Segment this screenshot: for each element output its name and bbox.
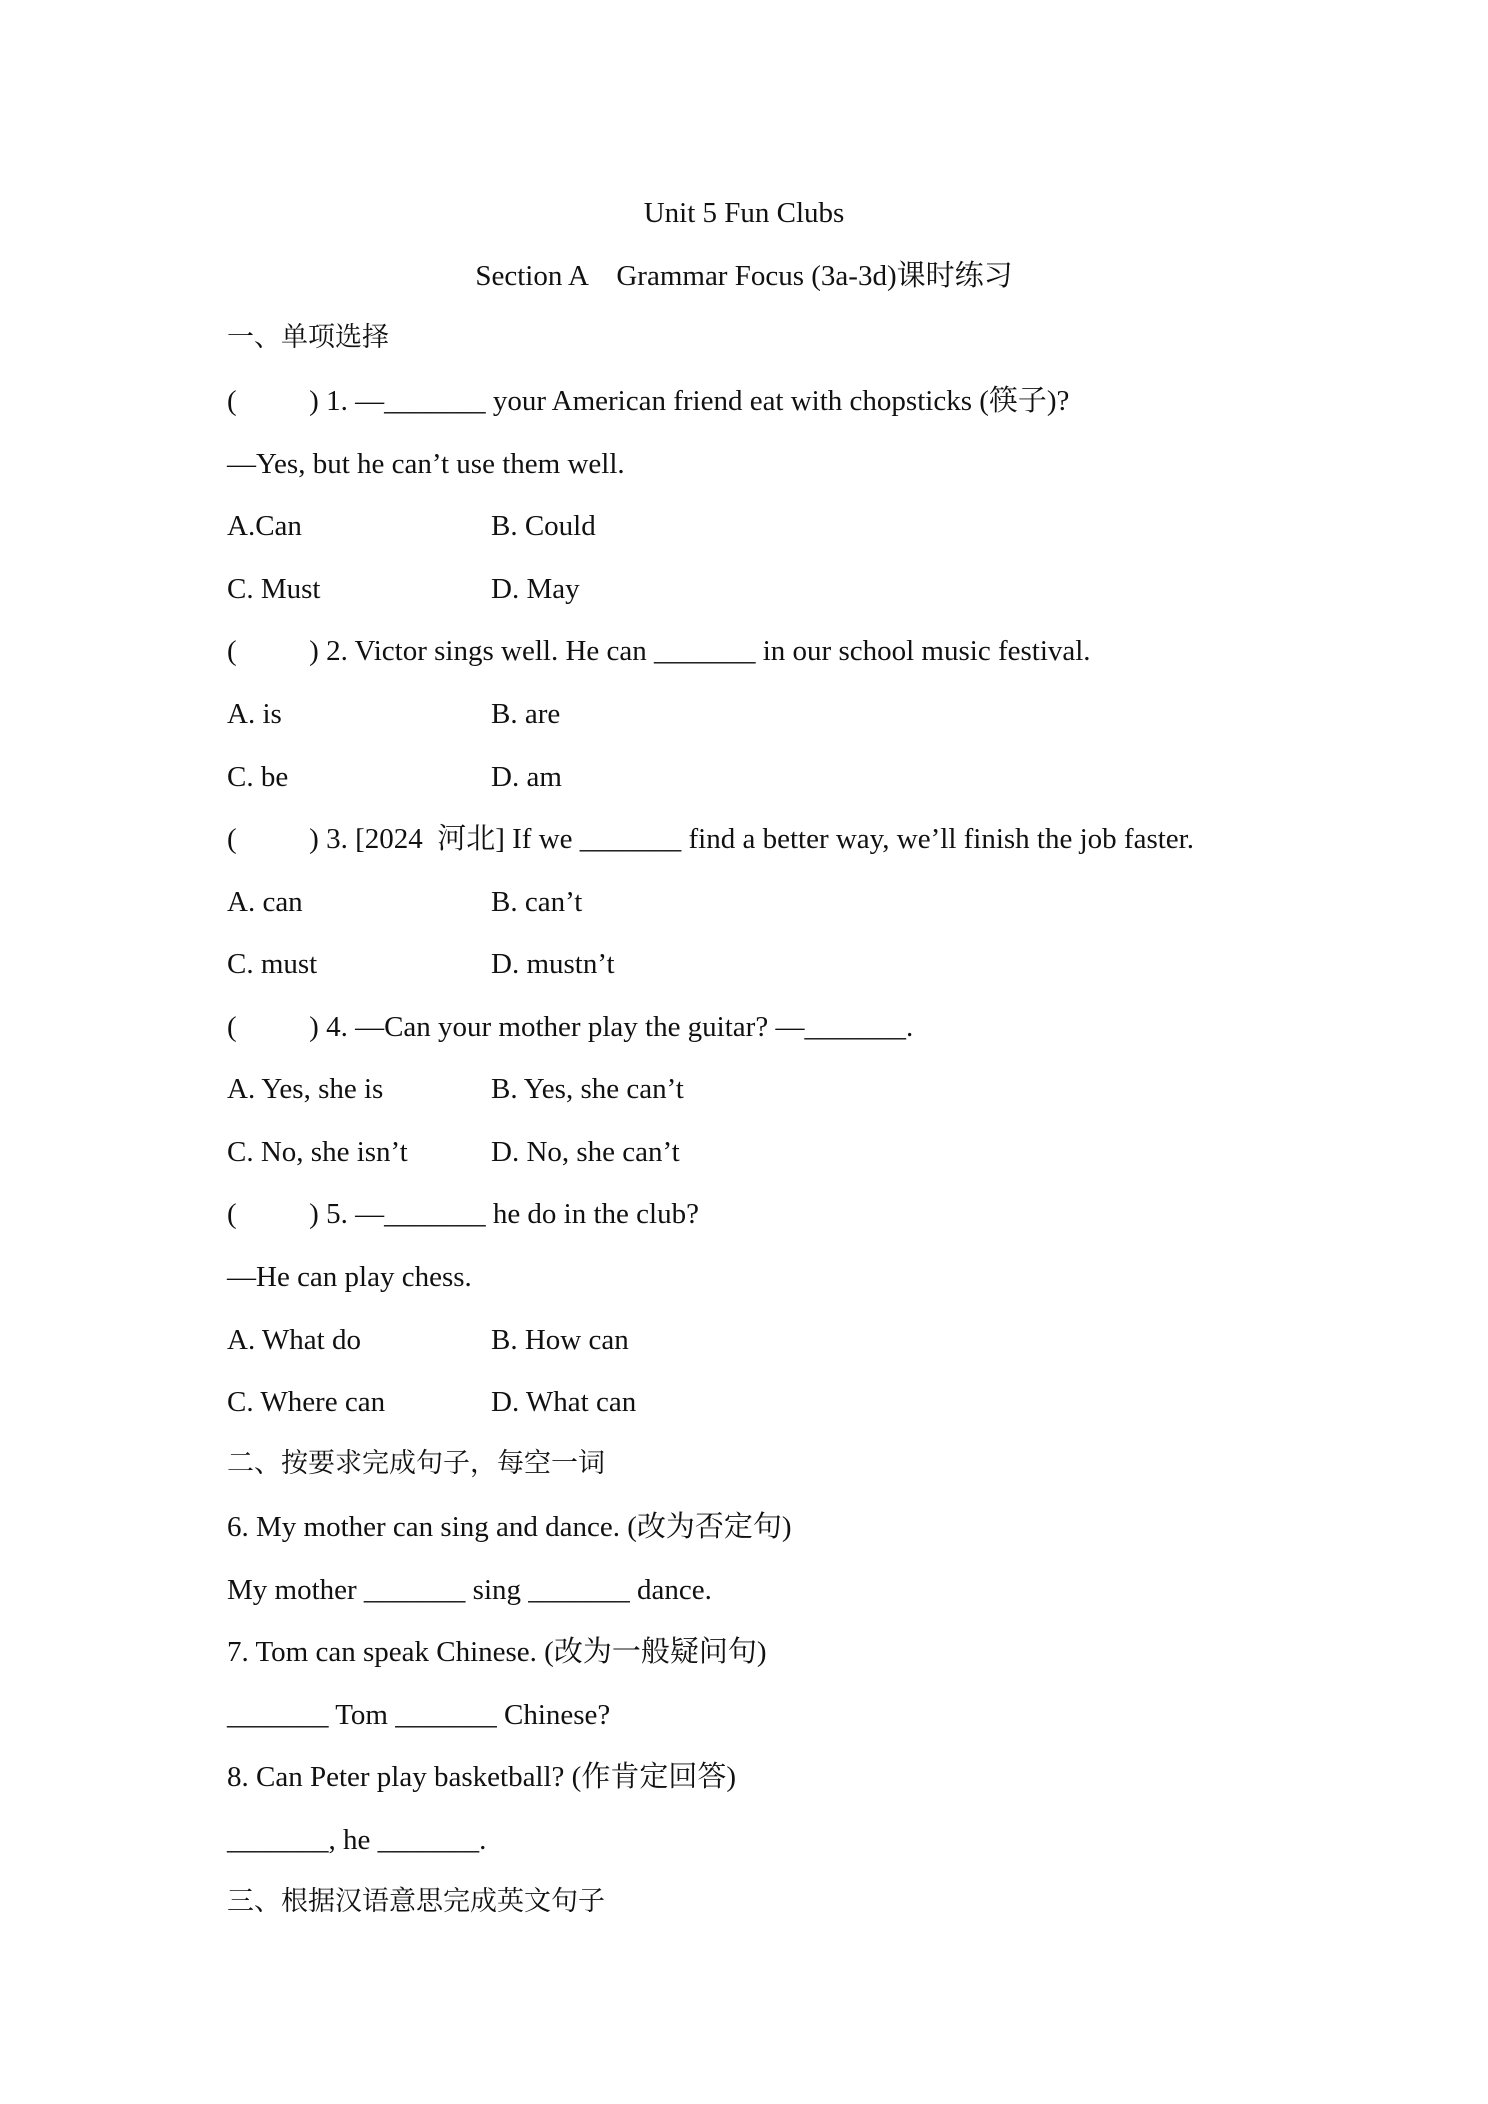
question-3-option-a: A. can [227, 886, 303, 918]
question-1-option-a: A.Can [227, 510, 302, 542]
question-1-option-b: B. Could [491, 510, 596, 542]
question-3-option-b: B. can’t [491, 886, 583, 918]
question-6-prompt: 6. My mother can sing and dance. (改为否定句) [227, 1511, 792, 1543]
question-8-prompt: 8. Can Peter play basketball? (作肯定回答) [227, 1761, 736, 1793]
question-4-option-d: D. No, she can’t [491, 1136, 680, 1168]
question-5-option-d: D. What can [491, 1386, 637, 1418]
question-2-option-c: C. be [227, 761, 289, 793]
question-3-option-d: D. mustn’t [491, 948, 615, 980]
section-heading-1: 一、单项选择 [227, 322, 389, 353]
question-3-option-c: C. must [227, 948, 318, 980]
question-4-option-c: C. No, she isn’t [227, 1136, 408, 1168]
question-1-option-c: C. Must [227, 573, 321, 605]
question-4-option-b: B. Yes, she can’t [491, 1073, 684, 1105]
question-4-option-a: A. Yes, she is [227, 1073, 384, 1105]
section-heading-3: 三、根据汉语意思完成英文句子 [227, 1886, 605, 1917]
section-heading-2: 二、按要求完成句子，每空一词 [227, 1448, 605, 1479]
question-2-option-a: A. is [227, 698, 282, 730]
question-5-reply: —He can play chess. [227, 1261, 472, 1293]
question-5-option-b: B. How can [491, 1324, 629, 1356]
question-3-stem: ( ) 3. [2024 河北] If we _______ find a better way, we’ll finish the job faster. [227, 823, 1194, 855]
question-2-option-d: D. am [491, 761, 562, 793]
page-title: Unit 5 Fun Clubs [643, 197, 845, 229]
question-1-reply: —Yes, but he can’t use them well. [227, 448, 625, 480]
question-5-option-c: C. Where can [227, 1386, 386, 1418]
question-1-option-d: D. May [491, 573, 580, 605]
question-2-stem: ( ) 2. Victor sings well. He can _______ in our school music festival. [227, 635, 1091, 667]
question-8-answer-line: _______, he _______. [227, 1824, 487, 1856]
question-2-option-b: B. are [491, 698, 561, 730]
page-subtitle: Section A Grammar Focus (3a-3d)课时练习 [475, 260, 1013, 292]
question-1-stem: ( ) 1. —_______ your American friend eat with chopsticks (筷子)? [227, 385, 1070, 417]
question-7-prompt: 7. Tom can speak Chinese. (改为一般疑问句) [227, 1636, 767, 1668]
question-6-answer-line: My mother _______ sing _______ dance. [227, 1574, 712, 1606]
question-5-stem: ( ) 5. —_______ he do in the club? [227, 1198, 699, 1230]
question-5-option-a: A. What do [227, 1324, 361, 1356]
question-7-answer-line: _______ Tom _______ Chinese? [227, 1699, 611, 1731]
question-4-stem: ( ) 4. —Can your mother play the guitar? —_______. [227, 1011, 914, 1043]
